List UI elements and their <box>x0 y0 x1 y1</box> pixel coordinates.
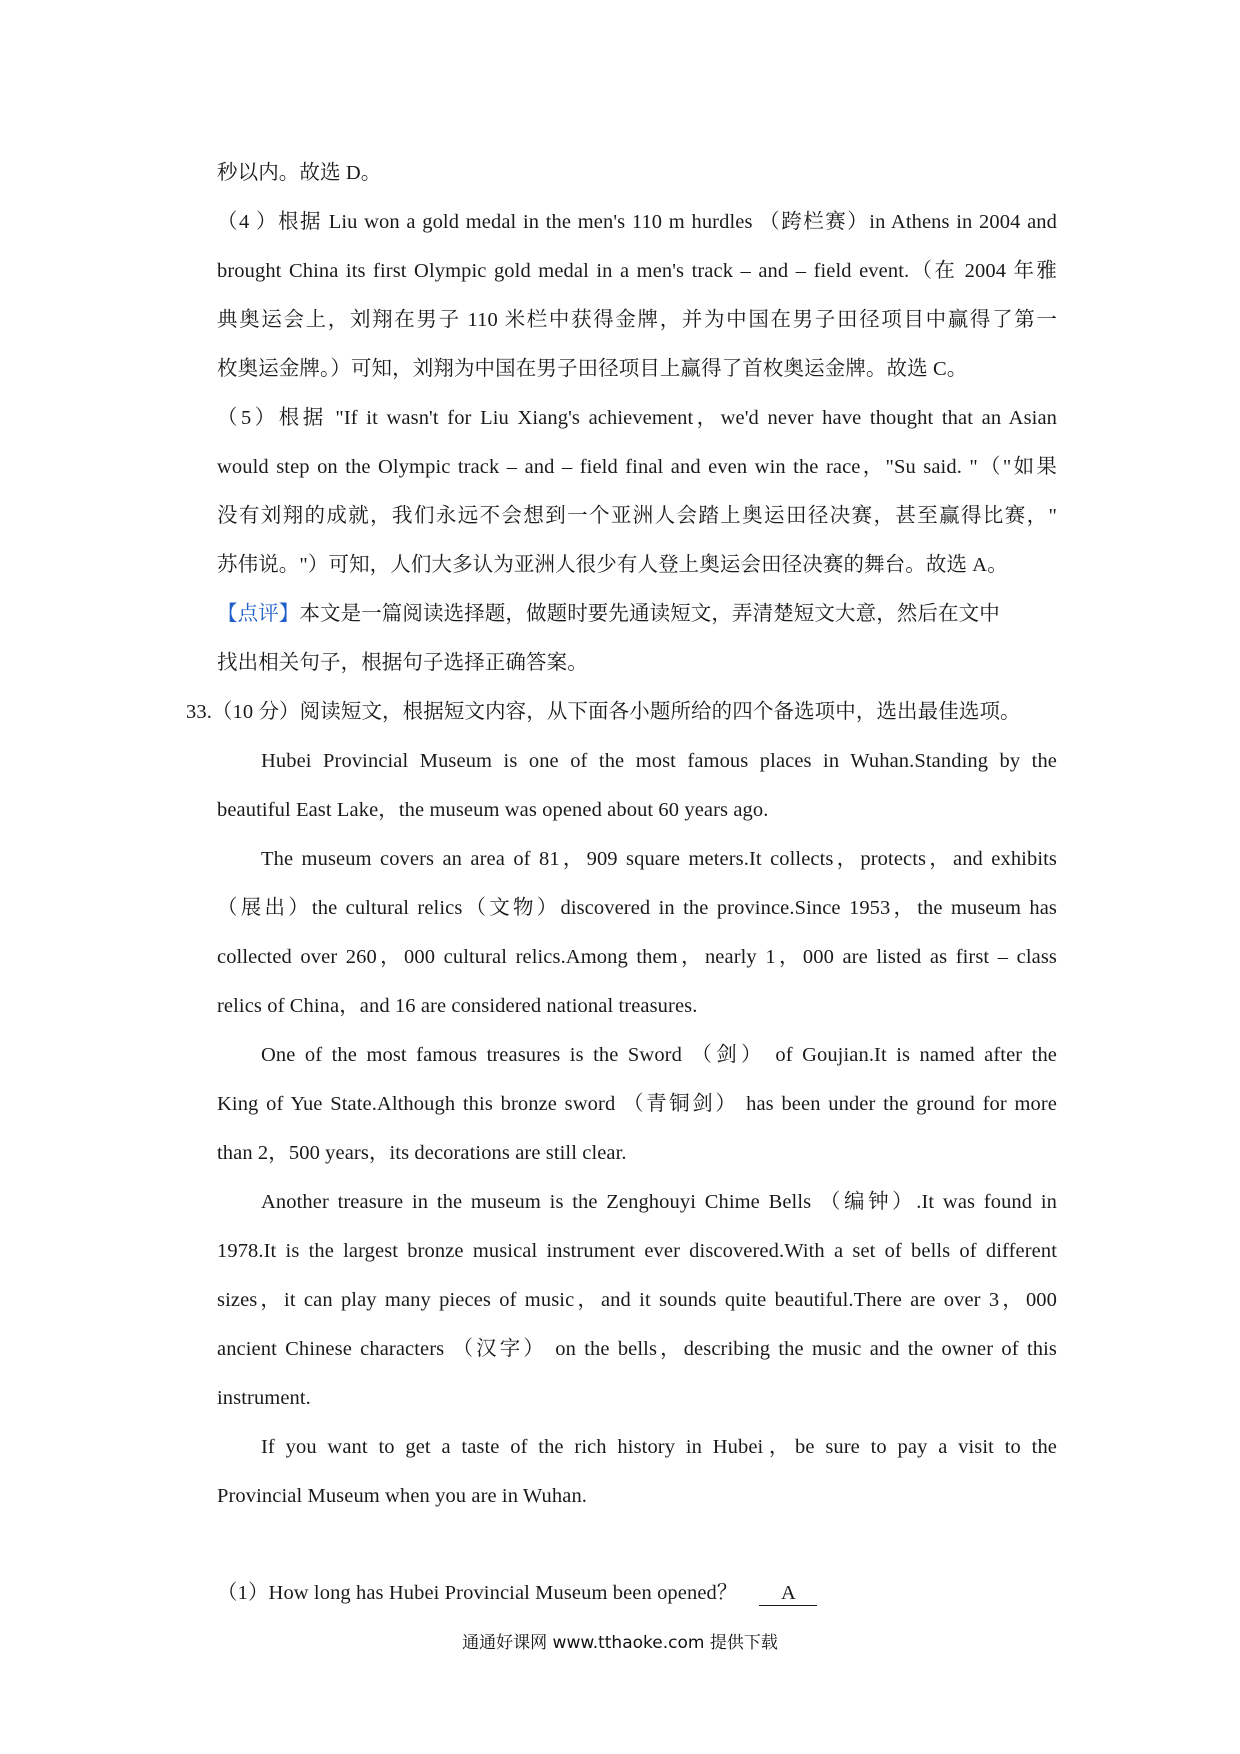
passage-line: Another treasure in the museum is the Zenghouyi Chime Bells （编钟）.It was found in <box>261 1191 1057 1213</box>
passage-line: collected over 260，000 cultural relics.Among them，nearly 1，000 are listed as first – class <box>217 946 1057 968</box>
passage-line: One of the most famous treasures is the Sword （剑） of Goujian.It is named after the <box>261 1044 1057 1066</box>
passage-line: King of Yue State.Although this bronze sword （青铜剑） has been under the ground for more <box>217 1093 1057 1115</box>
passage-line: The museum covers an area of 81，909 square meters.It collects，protects，and exhibits <box>261 848 1057 870</box>
text-line: 找出相关句子，根据句子选择正确答案。 <box>217 652 588 674</box>
text-line: 典奥运会上，刘翔在男子 110 米栏中获得金牌，并为中国在男子田径项目中赢得了第一 <box>217 309 1057 331</box>
passage-line: instrument. <box>217 1387 311 1409</box>
passage-line: （展出）the cultural relics（文物）discovered in the province.Since 1953，the museum has <box>217 897 1057 919</box>
text-line: 没有刘翔的成就，我们永远不会想到一个亚洲人会踏上奥运田径决赛，甚至赢得比赛，" <box>217 505 1057 527</box>
answer-blank: A <box>759 1581 817 1606</box>
page-footer: 通通好课网 www.tthaoke.com 提供下载 <box>462 1633 778 1653</box>
passage-line: than 2，500 years，its decorations are still clear. <box>217 1142 627 1164</box>
sub-question <box>217 1578 1057 1608</box>
passage-line: ancient Chinese characters （汉字） on the bells，describing the music and the owner of this <box>217 1338 1057 1360</box>
text-line: brought China its first Olympic gold medal in a men's track – and – field event.（在 2004 年雅 <box>217 260 1057 282</box>
question-heading: 33.（10 分）阅读短文，根据短文内容，从下面各小题所给的四个备选项中，选出最佳选项。 <box>186 701 1021 723</box>
review-text: 本文是一篇阅读选择题，做题时要先通读短文，弄清楚短文大意，然后在文中 <box>299 603 1000 625</box>
text-line: 枚奥运金牌。）可知，刘翔为中国在男子田径项目上赢得了首枚奥运金牌。故选 C。 <box>217 358 968 380</box>
passage-line: If you want to get a taste of the rich history in Hubei，be sure to pay a visit to the <box>261 1436 1057 1458</box>
passage-line: 1978.It is the largest bronze musical instrument ever discovered.With a set of bells of different <box>217 1240 1057 1262</box>
review-tag: 【点评】 <box>217 603 300 625</box>
text-line: 秒以内。故选 D。 <box>217 162 382 184</box>
passage-line: beautiful East Lake，the museum was opened about 60 years ago. <box>217 799 769 821</box>
text-line: （4 ）根据 Liu won a gold medal in the men's 110 m hurdles （跨栏赛）in Athens in 2004 and <box>217 211 1057 233</box>
passage-line: relics of China，and 16 are considered national treasures. <box>217 995 698 1017</box>
passage-line: Hubei Provincial Museum is one of the most famous places in Wuhan.Standing by the <box>261 750 1057 772</box>
text-line: would step on the Olympic track – and – field final and even win the race，"Su said. "（"如果 <box>217 456 1057 478</box>
passage-line: Provincial Museum when you are in Wuhan. <box>217 1485 588 1507</box>
review-line <box>217 599 1057 629</box>
text-line: （5）根据 "If it wasn't for Liu Xiang's achievement，we'd never have thought that an Asian <box>217 407 1057 429</box>
passage-line: sizes，it can play many pieces of music，and it sounds quite beautiful.There are over 3，000 <box>217 1289 1057 1311</box>
sub-question-text: （1）How long has Hubei Provincial Museum been opened？ <box>217 1582 738 1604</box>
text-line: 苏伟说。"）可知，人们大多认为亚洲人很少有人登上奥运会田径决赛的舞台。故选 A。 <box>217 554 1008 576</box>
